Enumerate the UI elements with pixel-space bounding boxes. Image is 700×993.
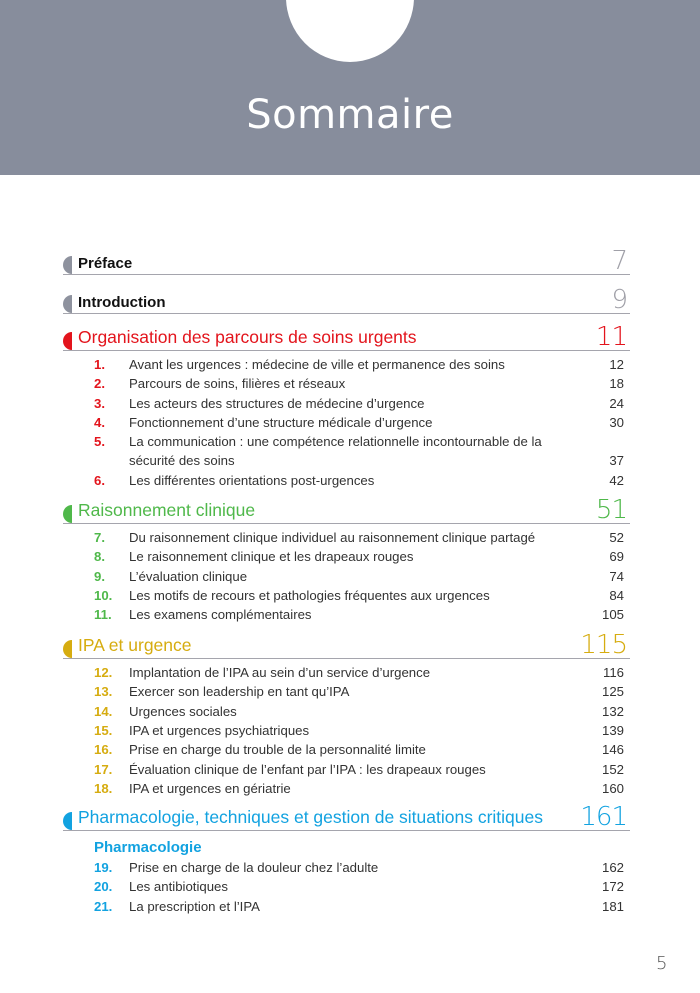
chapter-number: 12.: [94, 665, 113, 680]
subsection-heading: Pharmacologie: [94, 839, 202, 856]
chapter-entry[interactable]: [94, 355, 624, 374]
chapter-page-number: 146: [601, 742, 624, 758]
chapter-page-number: 18: [609, 376, 624, 392]
section-page-number: 7: [611, 246, 627, 276]
chapter-title: Exercer son leadership en tant qu’IPA: [129, 684, 350, 700]
chapter-entry[interactable]: [94, 897, 624, 916]
chapter-page-number: 12: [609, 357, 624, 372]
section-marker-icon: [63, 640, 72, 658]
part-title: IPA et urgence: [78, 635, 192, 655]
chapter-number: 2.: [94, 376, 105, 392]
chapter-page-number: 74: [609, 568, 624, 584]
chapter-entry[interactable]: [94, 858, 624, 877]
part-title: Pharmacologie, techniques et gestion de situations critiques: [78, 807, 543, 827]
chapter-number: 5.: [94, 434, 105, 450]
chapter-entry[interactable]: [94, 374, 624, 393]
chapter-title: Les antibiotiques: [129, 879, 228, 895]
chapter-number: 6.: [94, 472, 105, 488]
chapter-title: Les différentes orientations post-urgences: [129, 472, 375, 488]
section-marker-icon: [63, 295, 72, 313]
toc-preface[interactable]: [63, 246, 630, 276]
chapter-entry[interactable]: [94, 877, 624, 896]
chapter-page-number: 42: [609, 472, 624, 488]
chapter-title: Les examens complémentaires: [129, 607, 312, 623]
section-page-number: 9: [611, 285, 627, 315]
chapter-number: 11.: [94, 607, 112, 623]
chapter-entry[interactable]: [94, 605, 624, 624]
chapter-number: 9.: [94, 568, 105, 584]
chapter-title: IPA et urgences en gériatrie: [129, 780, 291, 796]
chapter-title: Prise en charge de la douleur chez l’adulte: [129, 860, 379, 875]
chapter-title: Parcours de soins, filières et réseaux: [129, 376, 346, 392]
section-title: Introduction: [78, 294, 166, 311]
chapter-title: Du raisonnement clinique individuel au raisonnement clinique partagé: [129, 530, 536, 545]
toc-part-1[interactable]: [63, 322, 630, 352]
chapter-page-number: 125: [601, 684, 624, 700]
chapter-entry[interactable]: [94, 471, 624, 490]
part-title: Organisation des parcours de soins urgents: [78, 327, 417, 347]
chapter-entry[interactable]: [94, 547, 624, 566]
part-page-number: 51: [595, 495, 627, 525]
chapter-title: Évaluation clinique de l’enfant par l’IPA : les drapeaux rouges: [129, 761, 486, 777]
chapter-entry[interactable]: [94, 702, 624, 721]
chapter-title: L’évaluation clinique: [129, 568, 248, 584]
chapter-page-number: 116: [602, 665, 624, 680]
chapter-entry[interactable]: [94, 779, 624, 798]
chapter-number: 17.: [94, 761, 113, 777]
chapter-entry[interactable]: [94, 721, 624, 740]
chapter-page-number: 69: [609, 549, 624, 565]
chapter-number: 15.: [94, 722, 113, 738]
chapter-page-number: 152: [601, 761, 624, 777]
chapter-page-number: 172: [601, 879, 624, 895]
chapter-entry[interactable]: [94, 682, 624, 701]
section-marker-icon: [63, 256, 72, 274]
chapter-number: 8.: [94, 549, 105, 565]
chapter-number: 1.: [94, 357, 105, 372]
page-number: 5: [656, 953, 668, 974]
chapter-title: La prescription et l’IPA: [129, 898, 260, 914]
chapter-number: 14.: [94, 703, 113, 719]
chapter-number: 16.: [94, 742, 113, 758]
chapter-entry[interactable]: [94, 586, 624, 605]
part-page-number: 161: [580, 802, 627, 832]
chapter-entry[interactable]: [94, 663, 624, 682]
section-marker-icon: [63, 505, 72, 523]
chapter-entry[interactable]: [94, 432, 624, 471]
chapter-page-number: 162: [601, 860, 624, 875]
chapter-page-number: 105: [601, 607, 624, 623]
chapter-page-number: 37: [609, 453, 624, 469]
chapter-title: Urgences sociales: [129, 703, 237, 719]
toc-part-2[interactable]: [63, 495, 630, 525]
chapter-number: 3.: [94, 395, 105, 411]
section-title: Préface: [78, 255, 133, 272]
chapter-number: 19.: [94, 860, 113, 875]
chapter-title: IPA et urgences psychiatriques: [129, 722, 310, 738]
chapter-page-number: 30: [609, 414, 624, 430]
chapter-page-number: 139: [601, 722, 624, 738]
chapter-page-number: 52: [609, 530, 624, 545]
chapter-title: Les motifs de recours et pathologies fréquentes aux urgences: [129, 587, 490, 603]
chapter-entry[interactable]: [94, 413, 624, 432]
page-title: Sommaire: [246, 92, 454, 138]
chapter-number: 18.: [94, 780, 113, 796]
part-page-number: 11: [595, 322, 627, 352]
section-marker-icon: [63, 812, 72, 830]
chapter-page-number: 132: [601, 703, 624, 719]
section-marker-icon: [63, 332, 72, 350]
chapter-number: 4.: [94, 414, 105, 430]
chapter-page-number: 84: [609, 587, 624, 603]
toc-introduction[interactable]: [63, 285, 630, 315]
chapter-entry[interactable]: [94, 567, 624, 586]
chapter-number: 10.: [94, 587, 113, 603]
chapter-entry[interactable]: [94, 760, 624, 779]
part-page-number: 115: [580, 630, 627, 660]
part-title: Raisonnement clinique: [78, 500, 256, 520]
chapter-number: 7.: [94, 530, 105, 545]
chapter-title: Avant les urgences : médecine de ville et permanence des soins: [129, 357, 505, 372]
chapter-title: Le raisonnement clinique et les drapeaux rouges: [129, 549, 414, 565]
chapter-entry[interactable]: [94, 528, 624, 547]
chapter-title: La communication : une compétence relationnelle incontournable de la sécurité des soins: [129, 434, 542, 469]
chapter-title: Fonctionnement d’une structure médicale d’urgence: [129, 414, 433, 430]
chapter-number: 13.: [94, 684, 113, 700]
chapter-page-number: 160: [601, 780, 624, 796]
chapter-page-number: 181: [601, 898, 624, 914]
chapter-title: Prise en charge du trouble de la personnalité limite: [129, 742, 426, 758]
toc-part-3[interactable]: [63, 630, 630, 660]
header-banner: [0, 0, 700, 175]
chapter-page-number: 24: [609, 395, 624, 411]
chapter-title: Les acteurs des structures de médecine d’urgence: [129, 395, 425, 411]
chapter-number: 20.: [94, 879, 113, 895]
chapter-title: Implantation de l’IPA au sein d’un service d’urgence: [129, 665, 431, 680]
chapter-entry[interactable]: [94, 740, 624, 759]
chapter-number: 21.: [94, 898, 113, 914]
chapter-entry[interactable]: [94, 394, 624, 413]
toc-part-4[interactable]: [63, 802, 630, 832]
header-circle-decoration: [286, 0, 414, 62]
